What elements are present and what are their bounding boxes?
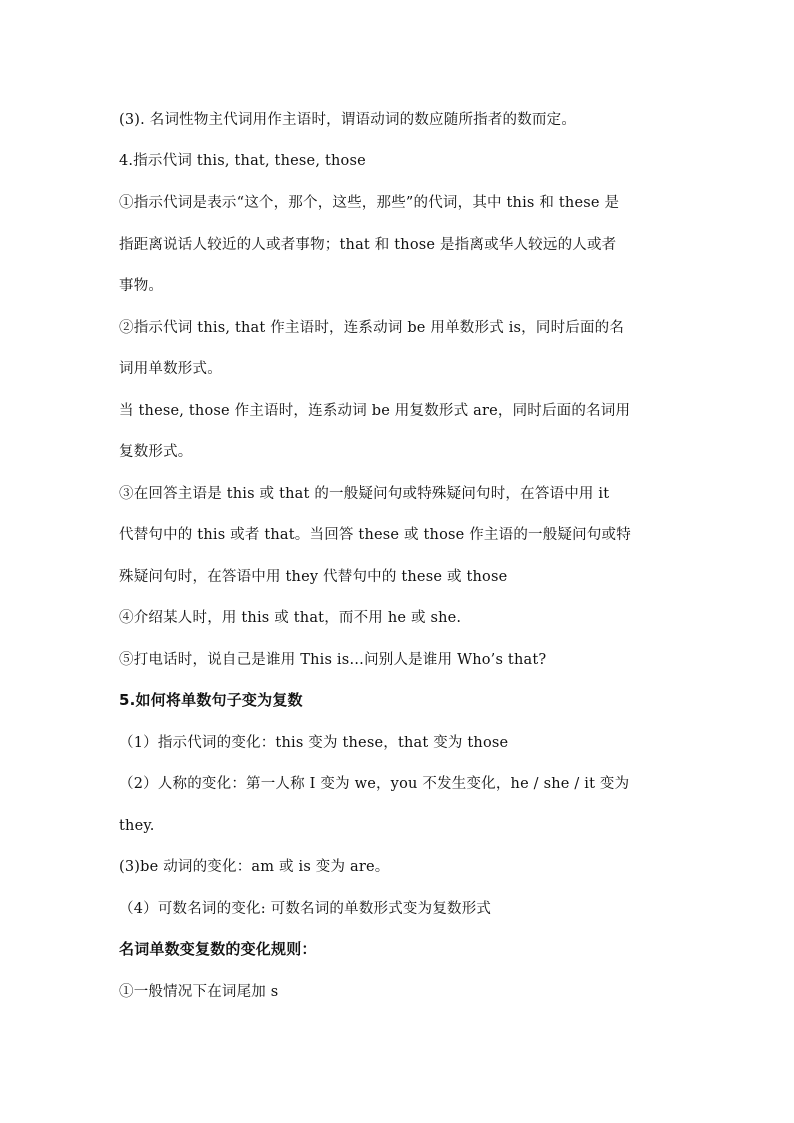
text-line: ⑤打电话时，说自己是谁用 This is…问别人是谁用 Who’s that? (119, 652, 547, 668)
text-line: 事物。 (119, 278, 164, 294)
heading-plural-rules: 名词单数变复数的变化规则： (119, 940, 317, 958)
text-line: 词用单数形式。 (119, 361, 222, 377)
text-line: ②指示代词 this, that 作主语时，连系动词 be 用单数形式 is，同时后面的名 (119, 320, 625, 336)
text-line: 代替句中的 this 或者 that。当回答 these 或 those 作主语的一般疑问句或特 (119, 527, 631, 543)
heading-singular-to-plural: 5.如何将单数句子变为复数 (119, 691, 303, 709)
text-line: ④介绍某人时，用 this 或 that，而不用 he 或 she. (119, 610, 462, 626)
text-line: they. (119, 818, 155, 834)
text-line: （1）指示代词的变化：this 变为 these，that 变为 those (119, 735, 509, 751)
text-line: (3)be 动词的变化：am 或 is 变为 are。 (119, 859, 390, 875)
text-line: ③在回答主语是 this 或 that 的一般疑问句或特殊疑问句时，在答语中用 it (119, 486, 610, 502)
text-line: (3). 名词性物主代词用作主语时，谓语动词的数应随所指者的数而定。 (119, 112, 577, 128)
heading-demonstrative-pronouns: 4.指示代词 this, that, these, those (119, 153, 366, 169)
text-line: 当 these, those 作主语时，连系动词 be 用复数形式 are，同时后面的名词用 (119, 403, 631, 419)
text-line: 殊疑问句时，在答语中用 they 代替句中的 these 或 those (119, 569, 508, 585)
text-line: ①一般情况下在词尾加 s (119, 984, 279, 1000)
text-line: 复数形式。 (119, 444, 193, 460)
text-line: 指距离说话人较近的人或者事物；that 和 those 是指离或华人较远的人或者 (119, 237, 617, 253)
text-line: ①指示代词是表示“这个，那个，这些，那些”的代词，其中 this 和 these 是 (119, 195, 620, 211)
text-line: （4）可数名词的变化: 可数名词的单数形式变为复数形式 (119, 901, 492, 917)
text-line: （2）人称的变化：第一人称 I 变为 we，you 不发生变化，he / she / it 变为 (119, 776, 630, 792)
